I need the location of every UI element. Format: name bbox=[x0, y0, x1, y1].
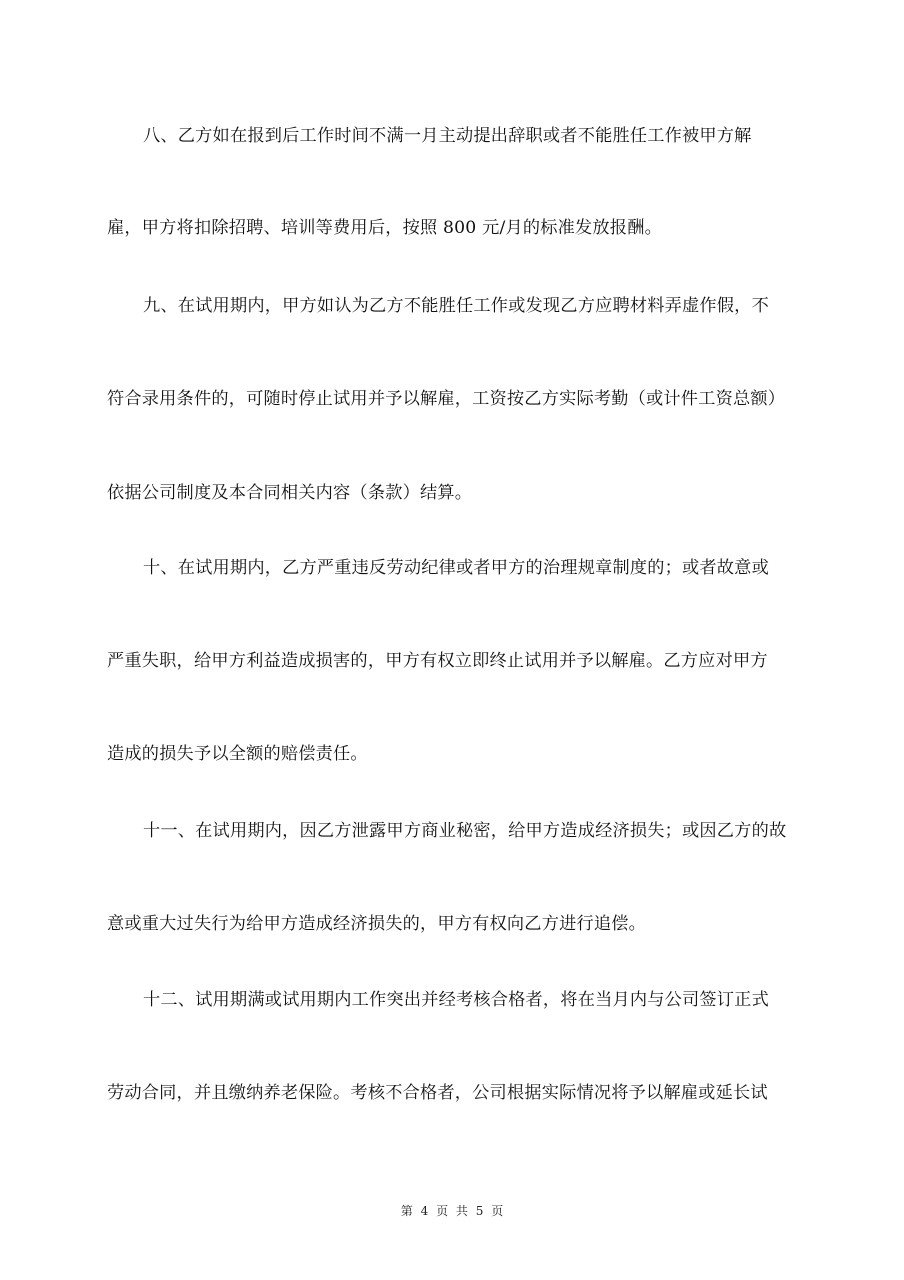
footer-di: 第 bbox=[400, 1204, 413, 1218]
paragraph-9-line-2: 符合录用条件的，可随时停止试用并予以解雇，工资按乙方实际考勤（或计件工资总额） bbox=[107, 389, 786, 409]
paragraph-11-line-1: 十一、在试用期内，因乙方泄露甲方商业秘密，给甲方造成经济损失；或因乙方的故 bbox=[143, 821, 787, 841]
paragraph-8-line-1: 八、乙方如在报到后工作时间不满一月主动提出辞职或者不能胜任工作被甲方解 bbox=[143, 126, 752, 146]
footer-ye-2: 页 bbox=[491, 1204, 504, 1218]
paragraph-12-line-1: 十二、试用期满或试用期内工作突出并经考核合格者，将在当月内与公司签订正式 bbox=[143, 990, 769, 1010]
footer-gong: 共 bbox=[455, 1204, 468, 1218]
page-footer bbox=[0, 1201, 904, 1221]
paragraph-11-line-2: 意或重大过失行为给甲方造成经济损失的，甲方有权向乙方进行追偿。 bbox=[107, 914, 647, 934]
paragraph-12-line-2: 劳动合同，并且缴纳养老保险。考核不合格者，公司根据实际情况将予以解雇或延长试 bbox=[107, 1083, 768, 1103]
paragraph-9-line-1: 九、在试用期内，甲方如认为乙方不能胜任工作或发现乙方应聘材料弄虚作假，不 bbox=[143, 296, 769, 316]
paragraph-10-line-1: 十、在试用期内，乙方严重违反劳动纪律或者甲方的治理规章制度的；或者故意或 bbox=[143, 558, 769, 578]
paragraph-9-line-3: 依据公司制度及本合同相关内容（条款）结算。 bbox=[107, 483, 473, 503]
paragraph-10-line-3: 造成的损失予以全额的赔偿责任。 bbox=[107, 744, 368, 764]
paragraph-8-line-2: 雇，甲方将扣除招聘、培训等费用后，按照 800 元/月的标准发放报酬。 bbox=[107, 218, 662, 238]
footer-total-pages: 5 bbox=[475, 1204, 484, 1218]
footer-ye-1: 页 bbox=[436, 1204, 449, 1218]
paragraph-10-line-2: 严重失职，给甲方利益造成损害的，甲方有权立即终止试用并予以解雇。乙方应对甲方 bbox=[107, 651, 768, 671]
footer-current-page: 4 bbox=[420, 1204, 429, 1218]
